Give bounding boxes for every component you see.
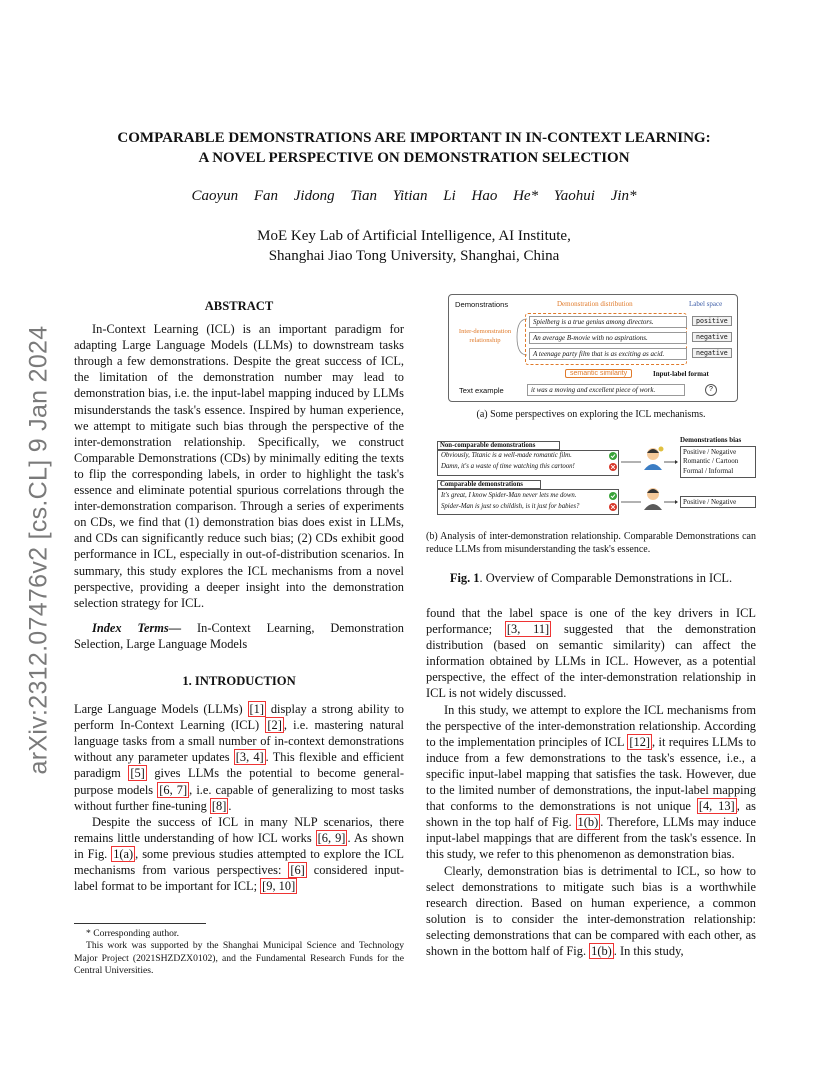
intro-p1-text: Large Language Models (LLMs) — [74, 702, 248, 717]
figure-1a-caption: (a) Some perspectives on exploring the ICL mechanisms. — [476, 409, 706, 420]
authors: Caoyun Fan Jidong Tian Yitian Li Hao He* Yaohui Jin* — [191, 188, 637, 204]
figure-1a — [448, 294, 738, 402]
paper-title — [60, 128, 768, 168]
left-column — [74, 298, 404, 894]
noncomp-markers — [608, 451, 618, 473]
figure-link[interactable]: 1(a) — [113, 846, 134, 861]
comparable-result: Positive / Negative — [680, 496, 756, 508]
introduction-heading: 1. INTRODUCTION — [182, 673, 296, 688]
figure-1-label: Fig. 1 — [449, 571, 480, 585]
demo-example-1: Spielberg is a true genius among directors. — [529, 316, 687, 328]
intro-p1-text: . — [228, 798, 232, 813]
input-label-format-label: Input-label format — [653, 370, 709, 378]
bias-option: Positive / Negative — [683, 448, 737, 456]
citation-link[interactable]: [2] — [267, 718, 282, 733]
right-p2-text: . Therefore, LLMs may induce input-label mappings that are different from the task's essence. In this study, we refer to this phenomenon as demonstration bias. — [426, 815, 756, 862]
bias-option: Romantic / Cartoon — [683, 457, 739, 466]
citation-link[interactable]: [5] — [130, 766, 145, 781]
footnote-corresponding: * Corresponding author. — [86, 928, 179, 939]
citation-link[interactable]: [6] — [290, 863, 305, 877]
title-line-1: COMPARABLE DEMONSTRATIONS ARE IMPORTANT IN IN-CONTEXT LEARNING: — [117, 130, 711, 146]
intro-paragraph-1 — [74, 701, 404, 814]
label-space-label: Label space — [689, 300, 723, 308]
demo-label-1: positive — [692, 316, 732, 326]
figure-1-caption — [426, 571, 756, 586]
comp-example-1: It's great, I know Spider-Man never lets me down. — [441, 492, 577, 499]
figure-1b — [436, 436, 756, 520]
right-p3-text: Clearly, demonstration bias is detrimental to ICL, so how to select demonstrations to mitigate such bias is a worthwhile research direction. Based on human experience, a common solution is to consider the inter-demonstration relationship: selecting demonstrations that can be compared with each other, as shown in the bottom half of Fig. — [426, 863, 756, 958]
citation-link[interactable]: [8] — [211, 798, 227, 813]
affiliation-line-1: MoE Key Lab of Artificial Intelligence, AI Institute, — [257, 228, 571, 244]
right-p1-text: found that the label space is one of the key drivers in ICL performance; — [426, 606, 756, 637]
intro-paragraph-2 — [74, 814, 404, 894]
right-paragraph-3 — [426, 863, 756, 960]
question-icon: ? — [705, 384, 717, 396]
title-line-2: A NOVEL PERSPECTIVE ON DEMONSTRATION SELECTION — [198, 150, 630, 166]
intro-p2-text: Despite the success of ICL in many NLP scenarios, there remains little understanding of how ICL works — [74, 814, 404, 845]
figure-link[interactable]: 1(b) — [577, 815, 599, 830]
citation-link[interactable]: [12] — [629, 734, 651, 749]
abstract-text: In-Context Learning (ICL) is an important paradigm for adapting Large Language Models (LLMs) to downstream tasks through a few demonstrations. Despite the great success of ICL, the limitation of the demonstration number may lead to demonstration bias, i.e. the input-label mapping induced by LLMs misunderstands the task's essence. Inspired by human experience, we attempt to mitigate such bias through the perspective of the inter-demonstration relationship. Specifically, we construct Comparable Demonstrations (CDs) by minimally editing the texts to flip the corresponding labels, in order to highlight the task's essence and eliminate potential spurious correlations through the inter-demonstration comparison. Through a series of experiments on CDs, we find that (1) demonstration bias does exist in LLMs, and CDs can significantly reduce such bias; (2) CDs exhibit good performance in ICL, especially in out-of-distribution scenarios. In summary, this study explores the ICL mechanisms from a novel perspective, providing a deeper insight into the demonstration selection strategy for ICL. — [74, 322, 404, 610]
text-example: it was a moving and excellent piece of work. — [527, 384, 685, 396]
inter-demo-label — [451, 328, 519, 345]
right-p2-text: , it requires LLMs to induce from a few demonstrations to the task's essence, i.e., a specific input-label mapping that satisfies the task. However, due to the limited number of demonstrations, the input-label mapping that conforms to the demonstrations is not unique — [426, 734, 756, 814]
citation-link[interactable]: [3, 11] — [506, 622, 550, 637]
comparable-label: Comparable demonstrations — [437, 480, 541, 489]
citation-link[interactable]: [6, 9] — [317, 830, 346, 845]
confused-person-icon — [642, 446, 664, 470]
figure-link[interactable]: 1(b) — [591, 943, 612, 958]
demo-label-3: negative — [692, 348, 732, 358]
citation-link[interactable]: [9, 10] — [262, 879, 296, 894]
right-p3-text: . In this study, — [613, 943, 684, 958]
check-icon — [609, 452, 617, 460]
intro-p1-text: display a strong ability to perform In-Context Learning (ICL) — [74, 702, 404, 733]
noncomparable-label: Non-comparable demonstrations — [437, 441, 560, 450]
figure-1-caption-text: . Overview of Comparable Demonstrations in ICL. — [479, 571, 733, 585]
demo-label-2: negative — [692, 332, 732, 342]
intro-p1-text: gives LLMs the potential to become general-purpose models — [74, 766, 404, 797]
distribution-label: Demonstration distribution — [557, 300, 633, 308]
right-column — [426, 605, 756, 959]
affiliation-line-2: Shanghai Jiao Tong University, Shanghai, China — [268, 248, 560, 264]
noncomp-example-1: Obviously, Titanic is a well-made romantic film. — [441, 452, 572, 459]
footnote-funding: This work was supported by the Shanghai Municipal Science and Technology Major Project (2021SHZDZX0102), and the Fundamental Research Funds for the Central Universities. — [74, 940, 404, 977]
inter-label-line-1: Inter-demonstration — [458, 328, 512, 335]
right-p2-text: In this study, we attempt to explore the ICL mechanisms from the perspective of the inter-demonstration relationship. According to the implementation principles of ICL — [426, 702, 756, 749]
intro-p2-text: considered input-label format to be important for ICL; — [74, 863, 404, 894]
citation-link[interactable]: [3, 4] — [235, 750, 264, 765]
intro-p1-text: , i.e. capable of generalizing to most tasks without further fine-tuning — [74, 782, 405, 813]
bias-label: Demonstrations bias — [680, 436, 742, 444]
footnote-rule — [74, 923, 206, 924]
index-terms-label: Index Terms— — [92, 620, 182, 635]
citation-link[interactable]: [4, 13] — [698, 799, 735, 814]
check-icon — [609, 492, 617, 500]
right-paragraph-1 — [426, 605, 756, 702]
bias-option: Formal / Informal — [683, 466, 734, 475]
right-paragraph-2 — [426, 702, 756, 863]
inter-label-line-2: relationship — [469, 336, 501, 344]
intro-p2-text: . As shown in Fig. — [74, 830, 405, 861]
abstract-heading: ABSTRACT — [204, 299, 274, 313]
bias-options — [680, 446, 756, 478]
semantic-similarity-tag: semantic similarity — [565, 369, 632, 378]
comp-markers — [608, 491, 618, 513]
intro-p2-text: , some previous studies attempted to explore the ICL mechanisms from various perspectives: — [74, 846, 404, 877]
comp-example-2: Spider-Man is just so childish, is it just for babies? — [441, 503, 580, 510]
demo-example-3: A teenage party film that is as exciting as acid. — [529, 348, 687, 360]
figure-1b-caption: (b) Analysis of inter-demonstration relationship. Comparable Demonstrations can reduce LLMs from misunderstanding the task's essence. — [426, 531, 756, 555]
arxiv-id-text: arXiv:2312.07476v2 [cs.CL] 9 Jan 2024 — [24, 325, 53, 775]
arxiv-identifier — [14, 300, 64, 800]
noncomp-example-2: Damn, it's a waste of time watching this cartoon! — [441, 463, 575, 470]
intro-p1-text: . This flexible and efficient paradigm — [74, 750, 404, 781]
person-icon — [642, 486, 664, 510]
affiliation — [60, 226, 768, 266]
demonstrations-label: Demonstrations — [455, 300, 509, 309]
footnotes — [74, 928, 404, 978]
demo-example-2: An average B-movie with no aspirations. — [529, 332, 687, 344]
index-terms-text: In-Context Learning, Demonstration Selection, Large Language Models — [74, 620, 404, 651]
citation-link[interactable]: [6, 7] — [159, 782, 188, 797]
right-p1-text: suggested that the demonstration distribution (based on semantic similarity) can affect the information obtained by LLMs in ICL. However, as a potential perspective, the effect of the inter-demonstration relationship in ICL is not widely discussed. — [426, 622, 756, 701]
index-terms — [74, 620, 404, 652]
citation-link[interactable]: [1] — [249, 702, 264, 717]
right-p2-text: , as shown in the top half of Fig. — [426, 799, 756, 830]
intro-p1-text: , i.e. mastering natural language tasks from a small number of in-context demonstrations without any parameter updates — [74, 718, 404, 765]
text-example-label: Text example — [459, 386, 504, 395]
